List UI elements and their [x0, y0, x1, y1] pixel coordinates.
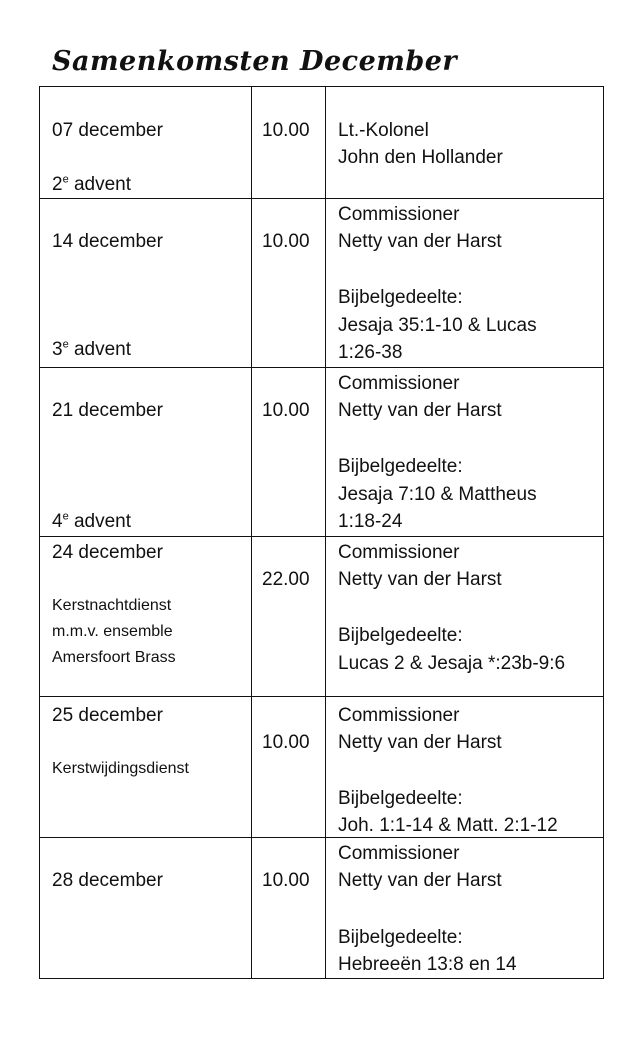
speaker-cell [326, 838, 604, 979]
speaker-cell [326, 199, 604, 368]
date: 28 december [52, 870, 163, 891]
advent-note: 3e advent [52, 338, 132, 360]
date: 07 december [52, 120, 163, 141]
date-cell [40, 368, 252, 537]
time-cell [252, 87, 326, 199]
bible-label: Bijbelgedeelte: [338, 287, 463, 308]
service-note: Kerstwijdingsdienst [52, 760, 189, 777]
bible-line: Joh. 1:1-14 & Matt. 2:1-12 [338, 815, 558, 836]
advent-note: 4e advent [52, 510, 132, 532]
service-note: m.m.v. ensemble [52, 623, 173, 640]
table-row [40, 199, 604, 368]
table-row [40, 87, 604, 199]
table-row [40, 838, 604, 979]
speaker-cell [326, 368, 604, 537]
time: 10.00 [262, 120, 310, 141]
time: 10.00 [262, 231, 310, 252]
speaker-cell [326, 87, 604, 199]
time: 10.00 [262, 400, 310, 421]
date: 14 december [52, 231, 163, 252]
speaker-name: John den Hollander [338, 147, 503, 168]
bible-label: Bijbelgedeelte: [338, 788, 463, 809]
date: 25 december [52, 705, 163, 726]
date-cell [40, 697, 252, 838]
date-cell [40, 838, 252, 979]
bible-line: 1:26-38 [338, 342, 403, 363]
advent-note: 2e advent [52, 173, 132, 195]
bible-label: Bijbelgedeelte: [338, 625, 463, 646]
speaker-name: Netty van der Harst [338, 569, 502, 590]
table-row [40, 537, 604, 697]
bible-line: Jesaja 7:10 & Mattheus [338, 484, 537, 505]
table-row [40, 368, 604, 537]
time-cell [252, 199, 326, 368]
speaker-name: Netty van der Harst [338, 231, 502, 252]
speaker-name: Netty van der Harst [338, 732, 502, 753]
time: 10.00 [262, 732, 310, 753]
speaker-role: Lt.-Kolonel [338, 120, 429, 141]
service-note: Amersfoort Brass [52, 649, 176, 666]
time-cell [252, 368, 326, 537]
time: 10.00 [262, 870, 310, 891]
bible-line: Lucas 2 & Jesaja *:23b-9:6 [338, 653, 566, 674]
page-title: Samenkomsten December [52, 46, 458, 77]
time: 22.00 [262, 569, 310, 590]
time-cell [252, 537, 326, 697]
time-cell [252, 838, 326, 979]
speaker-role: Commissioner [338, 373, 460, 394]
date-cell [40, 87, 252, 199]
date-cell [40, 199, 252, 368]
service-note: Kerstnachtdienst [52, 597, 172, 614]
speaker-name: Netty van der Harst [338, 870, 502, 891]
schedule-table [39, 86, 604, 979]
speaker-role: Commissioner [338, 542, 460, 563]
speaker-role: Commissioner [338, 204, 460, 225]
date-cell [40, 537, 252, 697]
bible-label: Bijbelgedeelte: [338, 927, 463, 948]
speaker-cell [326, 697, 604, 838]
date: 21 december [52, 400, 163, 421]
time-cell [252, 697, 326, 838]
bible-line: Hebreeën 13:8 en 14 [338, 954, 517, 975]
speaker-role: Commissioner [338, 705, 460, 726]
date: 24 december [52, 542, 163, 563]
bible-line: 1:18-24 [338, 511, 403, 532]
speaker-name: Netty van der Harst [338, 400, 502, 421]
bible-line: Jesaja 35:1-10 & Lucas [338, 315, 537, 336]
bible-label: Bijbelgedeelte: [338, 456, 463, 477]
speaker-cell [326, 537, 604, 697]
speaker-role: Commissioner [338, 843, 460, 864]
table-row [40, 697, 604, 838]
